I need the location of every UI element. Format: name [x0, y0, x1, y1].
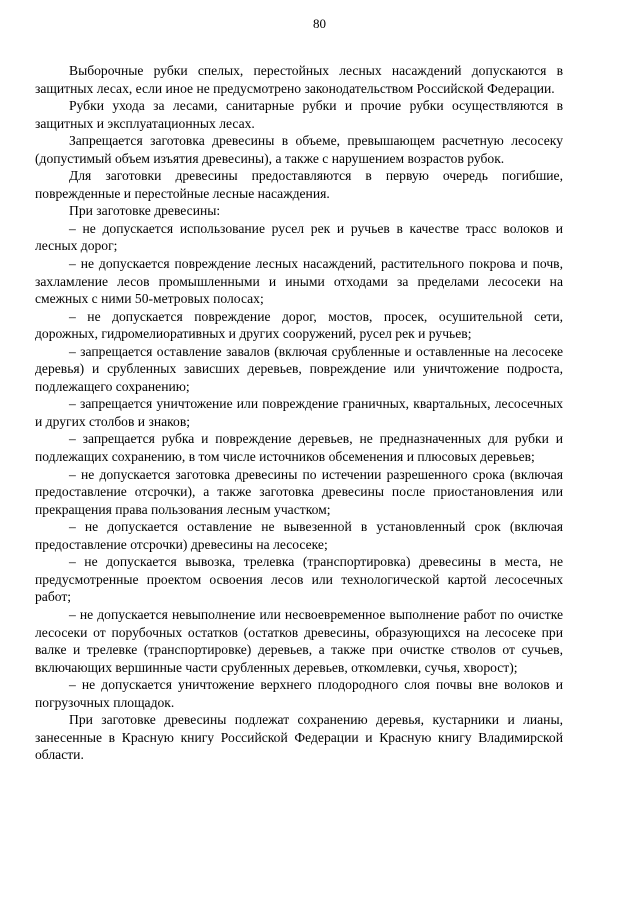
page-number: 80	[313, 16, 326, 31]
list-item: – запрещается уничтожение или повреждение граничных, квартальных, лесосечных и других столбов и знаков;	[35, 396, 563, 429]
list-intro: При заготовке древесины:	[69, 203, 221, 219]
list-item: – не допускается повреждение дорог, мостов, просек, осушительной сети, дорожных, гидромелиоративных и других сооружений, русел рек и ручьев;	[35, 308, 563, 342]
list-item: – запрещается оставление завалов (включая срубленные и оставленные на лесосеке деревья) и срубленных зависших деревьев, повреждение или уничтожение подроста, подлежащего сохранению;	[35, 343, 563, 394]
list-item: – не допускается невыполнение или несвоевременное выполнение работ по очистке лесосеки от порубочных остатков (остатков древесины, образующихся на лесосеке при валке и трелевке (транспортировке) деревьев, а также при очистке стволов от сучьев, включающих вершинные части срубленных деревьев, откомлевки, сучья, хворост);	[35, 606, 563, 675]
list-item: – не допускается использование русел рек и ручьев в качестве трасс волоков и лесных дорог;	[35, 220, 563, 254]
paragraph: Для заготовки древесины предоставляются в первую очередь погибшие, поврежденные и перестойные лесные насаждения.	[35, 168, 563, 201]
paragraph: При заготовке древесины подлежат сохранению деревья, кустарники и лианы, занесенные в Красную книгу Российской Федерации и Красную книгу Владимирской области.	[35, 712, 563, 763]
list-item: – запрещается рубка и повреждение деревьев, не предназначенных для рубки и подлежащих сохранению, в том числе источников обсеменения и плюсовых деревьев;	[35, 431, 563, 465]
list-item: – не допускается уничтожение верхнего плодородного слоя почвы вне волоков и погрузочных площадок.	[35, 677, 563, 710]
document-body	[35, 62, 563, 764]
list-item: – не допускается вывозка, трелевка (транспортировка) древесины в места, не предусмотренные проектом освоения лесов или технологической картой лесосечных работ;	[35, 554, 563, 605]
paragraph: Рубки ухода за лесами, санитарные рубки и прочие рубки осуществляются в защитных и эксплуатационных лесах.	[35, 98, 563, 131]
list-item: – не допускается заготовка древесины по истечении разрешенного срока (включая предоставление отсрочки), а также заготовка древесины после приостановления или прекращения права пользования лесным участком;	[35, 466, 563, 517]
paragraph: Запрещается заготовка древесины в объеме, превышающем расчетную лесосеку (допустимый объем изъятия древесины), а также с нарушением возрастов рубок.	[35, 133, 563, 166]
list-item: – не допускается оставление не вывезенной в установленный срок (включая предоставление отсрочки) древесины на лесосеке;	[35, 519, 563, 552]
list-item: – не допускается повреждение лесных насаждений, растительного покрова и почв, захламление лесов промышленными и иными отходами за пределами лесосеки на смежных с ними 50-метровых полосах;	[35, 256, 563, 307]
paragraph: Выборочные рубки спелых, перестойных лесных насаждений допускаются в защитных лесах, если иное не предусмотрено законодательством Российской Федерации.	[35, 63, 563, 96]
